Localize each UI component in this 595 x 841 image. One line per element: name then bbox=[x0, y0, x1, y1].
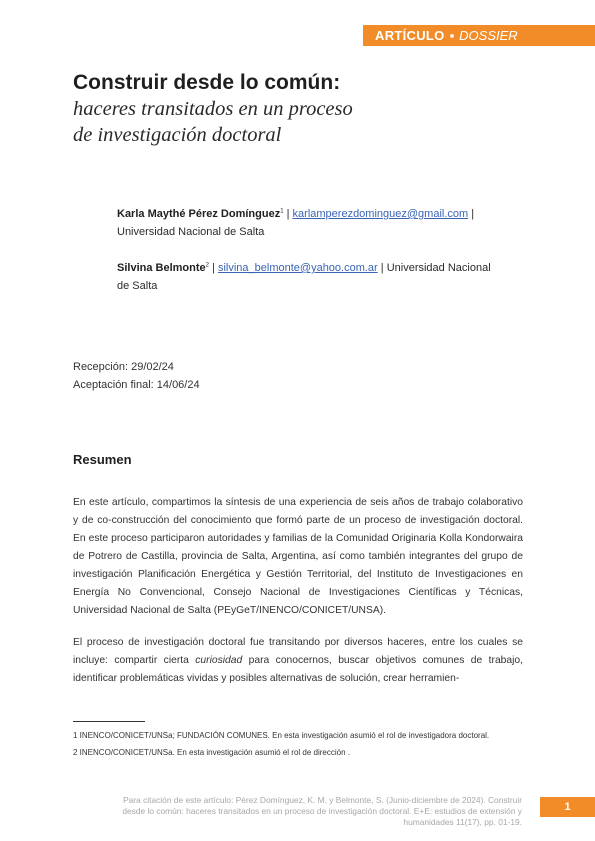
footnote-marker[interactable]: 1 bbox=[280, 208, 284, 215]
article-title: Construir desde lo común: bbox=[73, 71, 341, 94]
paragraph-text: El proceso de investigación doctoral fue transitando por diversos haceres, entre los cuales se incluye: compartir cierta bbox=[73, 637, 523, 666]
footnotes bbox=[73, 730, 525, 764]
citation-note bbox=[92, 795, 522, 828]
author-affiliation: Universidad Nacional de Salta bbox=[117, 262, 491, 292]
footnote-2: 2 INENCO/CONICET/UNSa. En esta investigación asumió el rol de dirección . bbox=[73, 748, 350, 757]
author-name: Karla Maythé Pérez Domínguez bbox=[117, 208, 281, 220]
citation-line: humanidades 11(17), pp. 01-19. bbox=[403, 817, 522, 827]
author-entry bbox=[117, 205, 497, 241]
citation-line: desde lo común: haceres transitados en un proceso de investigación doctoral. E+E: estudios de extensión y bbox=[122, 806, 522, 816]
abstract-paragraph: En este artículo, compartimos la síntesis de una experiencia de seis años de trabajo colaborativo y de co-construcción del conocimiento que formó parte de un proceso de investigación doctoral. En este proceso participaron autoridades y familias de la Comunidad Originaria Kolla Kondorwaira de Potrero de Castilla, provincia de Salta, Argentina, así como también integrantes del grupo de investigación Planificación Energética y Gestión Territorial, del Instituto de Investigaciones en Energía No Convencional, Consejo Nacional de Investigaciones Científicas y Técnicas, Universidad Nacional de Salta (PEyGeT/INENCO/CONICET/UNSA). bbox=[73, 497, 523, 616]
author-affiliation: Universidad Nacional de Salta bbox=[117, 226, 265, 238]
received-date: Recepción: 29/02/24 bbox=[73, 361, 174, 373]
author-email-link[interactable]: silvina_belmonte@yahoo.com.ar bbox=[217, 262, 378, 274]
article-subtitle-line-2: de investigación doctoral bbox=[73, 124, 282, 146]
authors-block bbox=[117, 205, 497, 313]
separator-square-icon: ▪ bbox=[449, 28, 455, 43]
paragraph-text: para conocernos, buscar objetivos comunes de trabajo, identificar problemáticas vividas y posibles alternativas de solución, crear herramien- bbox=[73, 655, 523, 684]
author-separator: | bbox=[468, 208, 475, 220]
footnote-marker[interactable]: 2 bbox=[205, 262, 209, 269]
paragraph-emphasis: curiosidad bbox=[195, 655, 243, 666]
section-header-band bbox=[363, 25, 595, 46]
page-number: 1 bbox=[540, 797, 595, 817]
author-separator: | bbox=[283, 208, 293, 220]
author-entry bbox=[117, 259, 497, 295]
accepted-date: Aceptación final: 14/06/24 bbox=[73, 379, 200, 391]
author-separator: | bbox=[208, 262, 218, 274]
author-separator: | bbox=[377, 262, 387, 274]
author-name: Silvina Belmonte bbox=[117, 262, 206, 274]
footnote-1: 1 INENCO/CONICET/UNSa; FUNDACIÓN COMUNES. En esta investigación asumió el rol de investigadora doctoral. bbox=[73, 731, 490, 740]
footnote-divider bbox=[73, 721, 145, 722]
submission-dates bbox=[73, 358, 200, 394]
article-type-label: ARTÍCULO bbox=[375, 28, 445, 43]
section-label: DOSSIER bbox=[459, 28, 518, 43]
abstract-paragraph bbox=[73, 634, 523, 688]
abstract-body bbox=[73, 494, 523, 702]
author-email-link[interactable]: karlamperezdominguez@gmail.com bbox=[292, 208, 469, 220]
article-title-block bbox=[73, 70, 493, 148]
abstract-heading: Resumen bbox=[73, 452, 132, 467]
citation-line: Para citación de este artículo: Pérez Domínguez, K. M. y Belmonte, S. (Junio-diciembre de 2024). Construir bbox=[123, 795, 522, 805]
article-subtitle-line-1: haceres transitados en un proceso bbox=[73, 98, 353, 120]
